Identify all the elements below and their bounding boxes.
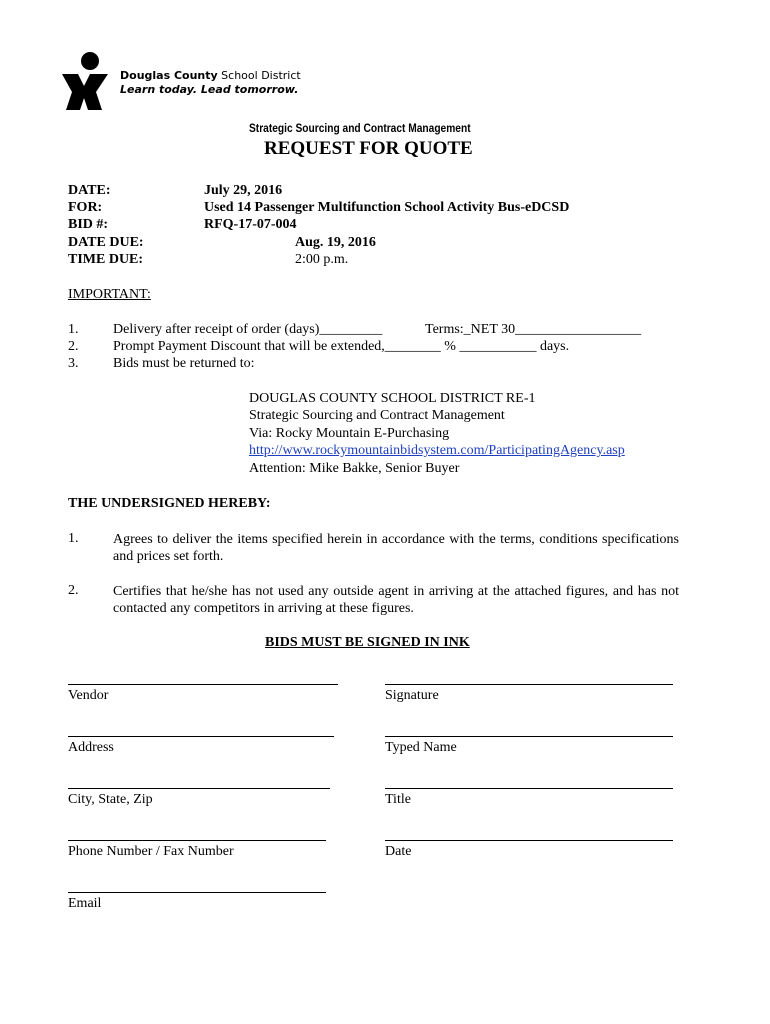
important-item-num: 2. [68,339,79,354]
phone-fax-line[interactable] [68,840,326,841]
for-label: FOR: [68,200,103,215]
email-line[interactable] [68,892,326,893]
signature-label: Signature [385,688,439,703]
time-value: 2:00 p.m. [295,252,349,267]
logo-org-name: Douglas County School District [120,69,301,82]
important-item-num: 1. [68,322,79,337]
title-line[interactable] [385,788,673,789]
undersigned-item-text: Certifies that he/she has not used any outside agent in arriving at the attached figures, and has not contacted any competitors in arriving at these figures. [113,584,679,616]
ink-notice: BIDS MUST BE SIGNED IN INK [265,635,470,650]
email-label: Email [68,896,102,911]
date-value: July 29, 2016 [204,183,283,198]
date-field-label: Date [385,844,412,859]
vendor-line[interactable] [68,684,338,685]
city-state-zip-label: City, State, Zip [68,792,153,807]
undersigned-heading: THE UNDERSIGNED HEREBY: [68,496,271,511]
undersigned-item-num: 2. [68,583,79,598]
address-line: Strategic Sourcing and Contract Management [249,408,505,423]
important-item-text: Bids must be returned to: [113,356,255,371]
logo-tagline: Learn today. Lead tomorrow. [120,83,299,96]
bid-system-link[interactable]: http://www.rockymountainbidsystem.com/ParticipatingAgency.asp [249,443,625,458]
department-heading: Strategic Sourcing and Contract Management [249,121,471,135]
title-label: Title [385,792,411,807]
bid-value: RFQ-17-07-004 [204,217,297,232]
vendor-label: Vendor [68,688,109,703]
important-item-text: Prompt Payment Discount that will be extended,________ % ___________ days. [113,339,570,354]
due-value: Aug. 19, 2016 [295,235,376,250]
district-logo [60,52,110,112]
typed-name-label: Typed Name [385,740,457,755]
important-item-text: Delivery after receipt of order (days)_________ [113,322,383,337]
terms-text: Terms:_NET 30__________________ [425,322,642,337]
city-state-zip-line[interactable] [68,788,330,789]
undersigned-item-num: 1. [68,531,79,546]
address-line: Via: Rocky Mountain E-Purchasing [249,426,450,441]
for-value: Used 14 Passenger Multifunction School Activity Bus-eDCSD [204,200,570,215]
time-label: TIME DUE: [68,252,144,267]
logo-figure-icon [60,52,110,112]
date-line[interactable] [385,840,673,841]
undersigned-item-text: Agrees to deliver the items specified herein in accordance with the terms, conditions specifications and prices set forth. [113,532,679,564]
typed-name-line[interactable] [385,736,673,737]
address-line: DOUGLAS COUNTY SCHOOL DISTRICT RE-1 [249,391,536,406]
due-label: DATE DUE: [68,235,144,250]
signature-line[interactable] [385,684,673,685]
important-heading: IMPORTANT: [68,287,151,302]
attention-line: Attention: Mike Bakke, Senior Buyer [249,461,460,476]
page-title: REQUEST FOR QUOTE [264,138,473,159]
important-item-num: 3. [68,356,79,371]
phone-fax-label: Phone Number / Fax Number [68,844,234,859]
date-label: DATE: [68,183,111,198]
bid-label: BID #: [68,217,109,232]
address-label: Address [68,740,114,755]
address-line-field[interactable] [68,736,334,737]
